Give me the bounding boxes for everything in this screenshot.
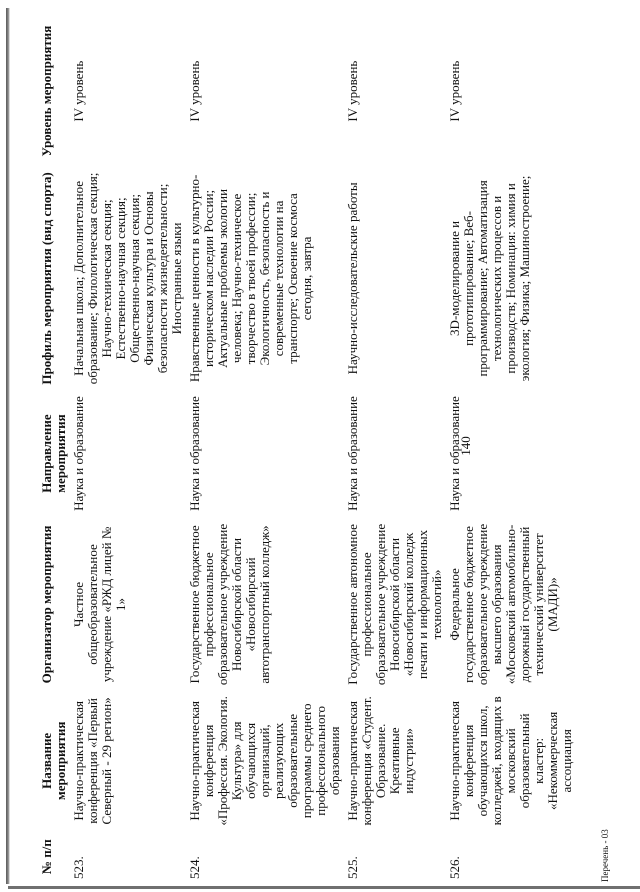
table-row [186,14,344,882]
row-profile: 3D-моделирование и прототипирование; Веб-программирование; Автоматизация технологических процессов и производств; Номинация: химия и экология; Физика; Машиностроение; [447,175,532,382]
row-num: 524. [187,856,202,879]
row-num: 525. [345,856,360,879]
table-row [344,14,446,882]
header-level: Уровень мероприятия [39,25,54,157]
row-level: IV уровень [187,60,202,122]
row-organizer: Государственное автономное профессиональное образовательное учреждение Новосибирской области «Новосибирский колледж печати и информационных технологий» [345,523,444,686]
scan-edge-shadow [6,8,10,884]
table-wrapper [38,14,618,882]
footer-note: Перечень - 03 [600,829,610,882]
row-direction: Наука и образование [447,396,462,511]
header-name: Название мероприятия [39,721,68,801]
header-num: № п/п [39,839,54,875]
row-direction: Наука и образование [345,396,360,511]
table-row [446,14,576,882]
header-profile: Профиль мероприятия (вид спорта) [39,172,54,385]
row-level: IV уровень [345,60,360,122]
row-num: 523. [71,856,86,879]
row-num: 526. [447,856,462,879]
row-name: Научно-практическая конференция «Профессия. Экология. Культура» для обучающихся организаций, реализующих образовательные программы среднего профессионального образования [187,696,342,826]
events-table [38,14,576,882]
row-organizer: Государственное бюджетное профессиональное образовательное учреждение Новосибирской области «Новосибирский автотранспортный колледж» [187,523,272,686]
row-direction: Наука и образование [71,396,86,511]
row-organizer: Частное общеобразовательное учреждение «РЖД лицей № 1» [71,526,128,683]
row-profile: Нравственные ценности в культурно-историческом наследии России; Актуальные проблемы экологии человека; Научно-техническое творчество в твоей профессии; Экологичность, безопасность и современные технологии на транспорте; Освоение космоса сегодня, завтра [187,174,314,383]
rotated-document-page [20,6,620,886]
row-profile: Научно-исследовательские работы [345,182,360,375]
header-organizer: Организатор мероприятия [39,525,54,684]
row-name: Научно-практическая конференция обучающихся школ, колледжей, входящих в московский образовательный кластер: «Некоммерческая ассоциация [447,696,574,826]
row-name: Научно-практическая конференция «Первый Северный - 29 регион» [71,697,114,825]
header-direction: Направление мероприятия [39,414,68,493]
table-row [70,14,186,882]
table-header-row [38,14,70,882]
row-level: IV уровень [447,60,462,122]
row-direction: Наука и образование [187,396,202,511]
row-profile: Начальная школа; Дополнительное образование; Филологическая секция; Научно-техническая секция; Естественно-научная секция; Общественно-научная секция; Физическая культура и Основы безопасности жизнедеятельности; Иностранные языки [71,172,184,385]
row-name: Научно-практическая конференция «Студент. Образование. Креативные индустрии» [345,696,416,826]
row-organizer: Федеральное государственное бюджетное образовательное учреждение высшего образования «Московский автомобильно-дорожный государственный технический университет (МАДИ)» [447,523,560,686]
scan-bottom-edge [8,886,640,889]
row-level: IV уровень [71,60,86,122]
page-number: 140 [458,436,473,456]
